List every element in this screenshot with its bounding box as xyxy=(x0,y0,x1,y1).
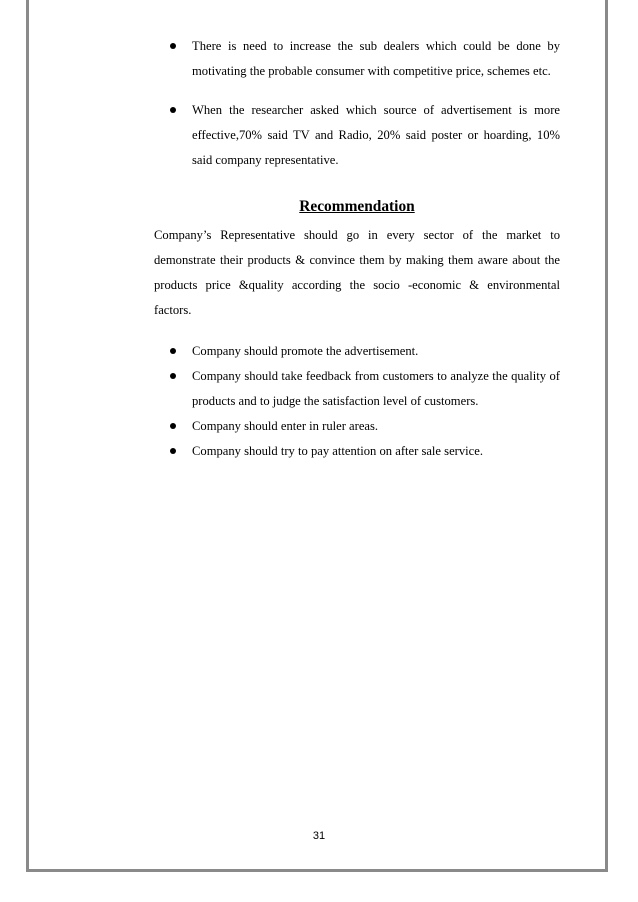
recommendation-list xyxy=(154,339,560,464)
list-item xyxy=(192,364,560,414)
list-item xyxy=(192,439,560,464)
list-item xyxy=(192,339,560,364)
list-item xyxy=(192,98,560,173)
recommendation-paragraph: Company’s Representative should go in every sector of the market to demonstrate their products & convince them by making them aware about the products price &quality according the socio -economic & environmental factors. xyxy=(154,228,560,317)
bullet-icon xyxy=(170,448,176,454)
list-item-text: Company should enter in ruler areas. xyxy=(192,419,379,433)
list-item-text: Company should try to pay attention on after sale service. xyxy=(192,444,483,458)
findings-list xyxy=(154,34,560,173)
bullet-icon xyxy=(170,43,176,49)
bullet-icon xyxy=(170,373,176,379)
list-item xyxy=(192,34,560,84)
bullet-icon xyxy=(170,107,176,113)
bullet-icon xyxy=(170,348,176,354)
list-item-text: There is need to increase the sub dealers which could be done by motivating the probable consumer with competitive price, schemes etc. xyxy=(192,39,560,78)
list-item xyxy=(192,414,560,439)
list-item-text: When the researcher asked which source of advertisement is more effective,70% said TV and Radio, 20% said poster or hoarding, 10% said company representative. xyxy=(192,103,560,167)
bullet-icon xyxy=(170,423,176,429)
document-body xyxy=(154,34,560,464)
list-item-text: Company should promote the advertisement. xyxy=(192,344,419,358)
page-number: 31 xyxy=(312,830,326,842)
section-heading: Recommendation xyxy=(299,198,415,215)
list-item-text: Company should take feedback from customers to analyze the quality of products and to judge the satisfaction level of customers. xyxy=(192,369,560,408)
